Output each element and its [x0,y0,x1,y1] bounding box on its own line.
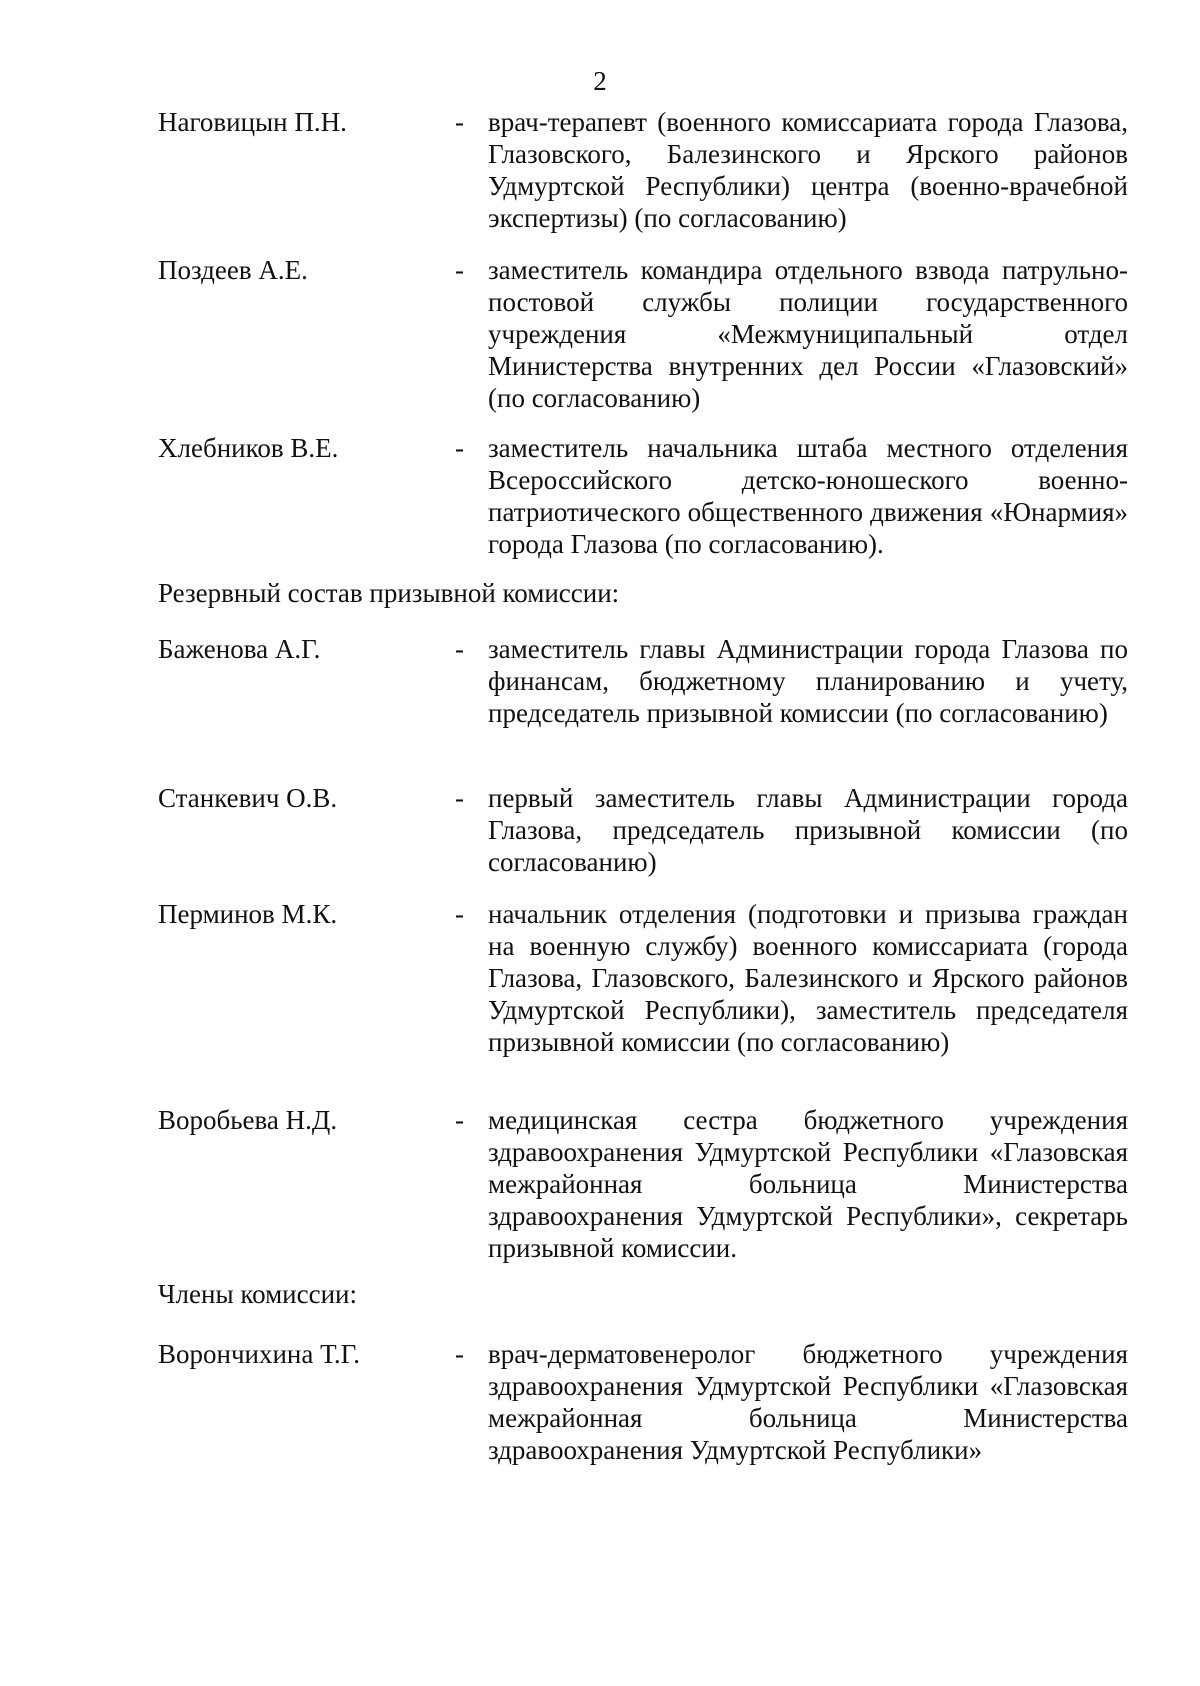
member-description: заместитель главы Администрации города Глазова по финансам, бюджетному планированию и учету, председатель призывной комиссии (по согласованию) [488,634,1128,728]
member-name: Ворончихина Т.Г. [158,1339,360,1369]
member-description: первый заместитель главы Администрации города Глазова, председатель призывной комиссии (по согласованию) [488,783,1128,877]
member-dash: - [455,433,464,463]
member-dash: - [455,1339,464,1369]
member-name: Наговицын П.Н. [158,107,347,137]
member-name: Перминов М.К. [158,899,338,929]
members-section-heading: Члены комиссии: [158,1279,357,1309]
member-dash: - [455,255,464,285]
member-description: начальник отделения (подготовки и призыва граждан на военную службу) военного комиссариата (города Глазова, Глазовского, Балезинского и Ярского районов Удмуртской Республики), заместитель председателя призывной комиссии (по согласованию) [488,899,1128,1057]
member-name: Хлебников В.Е. [158,433,339,463]
member-name: Поздеев А.Е. [158,255,308,285]
member-dash: - [455,783,464,813]
member-dash: - [455,1105,464,1135]
member-description: врач-терапевт (военного комиссариата города Глазова, Глазовского, Балезинского и Ярского районов Удмуртской Республики) центра (военно-врачебной экспертизы) (по согласованию) [488,107,1128,233]
member-description: врач-дерматовенеролог бюджетного учреждения здравоохранения Удмуртской Республики «Глазовская межрайонная больница Министерства здравоохранения Удмуртской Республики» [488,1339,1128,1465]
member-name: Станкевич О.В. [158,783,338,813]
member-description: заместитель начальника штаба местного отделения Всероссийского детско-юношеского военно-патриотического общественного движения «Юнармия» города Глазова (по согласованию). [488,433,1128,559]
member-dash: - [455,107,464,137]
member-description: заместитель командира отдельного взвода патрульно-постовой службы полиции государственного учреждения «Межмуниципальный отдел Министерства внутренних дел России «Глазовский» (по согласованию) [488,255,1128,413]
member-name: Баженова А.Г. [158,634,321,664]
member-dash: - [455,634,464,664]
page-number: 2 [593,66,607,96]
member-description: медицинская сестра бюджетного учреждения здравоохранения Удмуртской Республики «Глазовская межрайонная больница Министерства здравоохранения Удмуртской Республики», секретарь призывной комиссии. [488,1105,1128,1263]
reserve-section-heading: Резервный состав призывной комиссии: [158,578,620,608]
member-name: Воробьева Н.Д. [158,1105,338,1135]
member-dash: - [455,899,464,929]
